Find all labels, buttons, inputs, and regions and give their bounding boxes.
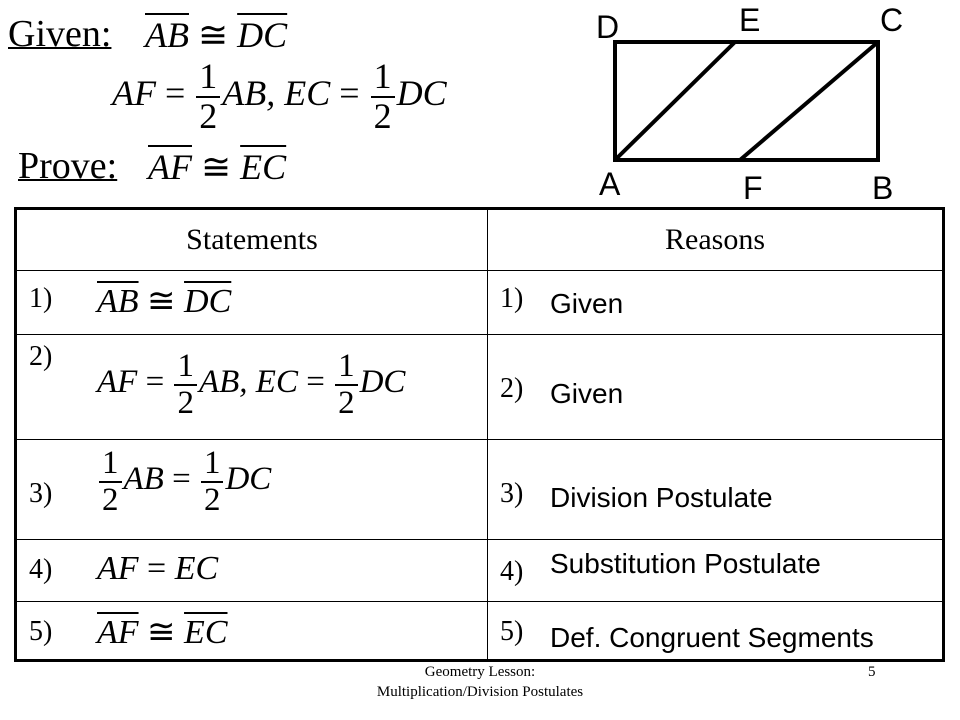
statement-cell xyxy=(16,602,488,661)
vertex-a-label: A xyxy=(599,166,621,202)
step-number: 2) xyxy=(500,373,524,404)
statement-2: AF = $\frac{1}{2}$ AB, EC = $\frac{1}{2}$ DC xyxy=(97,348,406,421)
statement-cell xyxy=(16,335,488,440)
reason-2: Given xyxy=(550,378,624,409)
reason-1: Given xyxy=(550,288,624,319)
vertex-c-label: C xyxy=(880,2,904,38)
prove-statement: $\overline{AF}$ ≅ $\overline{EC}$ xyxy=(148,147,287,187)
vertex-b-label: B xyxy=(872,170,894,206)
reason-5: Def. Congruent Segments xyxy=(550,622,874,653)
step-number: 1) xyxy=(500,283,524,314)
reasons-header: Reasons xyxy=(488,209,944,271)
statement-1: $\overline{AB}$ ≅ $\overline{DC}$ xyxy=(97,283,232,320)
step-number: 3) xyxy=(500,478,524,509)
footer-title-line-2: Multiplication/Division Postulates xyxy=(376,684,584,700)
slide-page-number: 5 xyxy=(868,664,876,680)
step-number: 4) xyxy=(500,556,524,587)
slide-footer-title xyxy=(330,662,630,702)
table-row xyxy=(16,440,944,540)
proof-table xyxy=(14,207,945,662)
reason-cell xyxy=(488,602,944,661)
table-row xyxy=(16,602,944,661)
table-row xyxy=(16,540,944,602)
statement-5: $\overline{AF}$ ≅ $\overline{EC}$ xyxy=(97,614,228,651)
point-e-label: E xyxy=(739,2,761,38)
step-number: 3) xyxy=(29,478,53,509)
statement-cell xyxy=(16,271,488,335)
table-header-row xyxy=(16,209,944,271)
prove-label: Prove: xyxy=(18,145,118,187)
segment-ae xyxy=(615,42,735,160)
statement-3: $\frac{1}{2}$ AB = $\frac{1}{2}$ DC xyxy=(97,446,271,517)
statement-cell xyxy=(16,540,488,602)
vertex-d-label: D xyxy=(596,9,620,45)
reason-cell xyxy=(488,540,944,602)
statement-cell xyxy=(16,440,488,540)
given-congruence: $\overline{AB}$ ≅ $\overline{DC}$ xyxy=(145,15,288,55)
given-label: Given: xyxy=(8,13,112,55)
rectangle-abcd xyxy=(615,42,878,160)
statement-4: AF = EC xyxy=(97,550,219,587)
step-number: 5) xyxy=(500,616,524,647)
reason-4: Substitution Postulate xyxy=(550,548,821,579)
given-midpoint-equations: AF = $\frac{1}{2}$ AB, EC = $\frac{1}{2}$ DC xyxy=(112,56,447,136)
reason-cell xyxy=(488,335,944,440)
statements-header: Statements xyxy=(16,209,488,271)
segment-fc xyxy=(740,42,878,160)
footer-title-line-1: Geometry Lesson: xyxy=(424,664,536,680)
step-number: 4) xyxy=(29,554,53,585)
table-row xyxy=(16,335,944,440)
point-f-label: F xyxy=(743,170,763,206)
table-row xyxy=(16,271,944,335)
reason-3: Division Postulate xyxy=(550,482,773,513)
reason-cell xyxy=(488,271,944,335)
step-number: 1) xyxy=(29,283,53,314)
step-number: 2) xyxy=(29,341,53,372)
reason-cell xyxy=(488,440,944,540)
step-number: 5) xyxy=(29,616,53,647)
